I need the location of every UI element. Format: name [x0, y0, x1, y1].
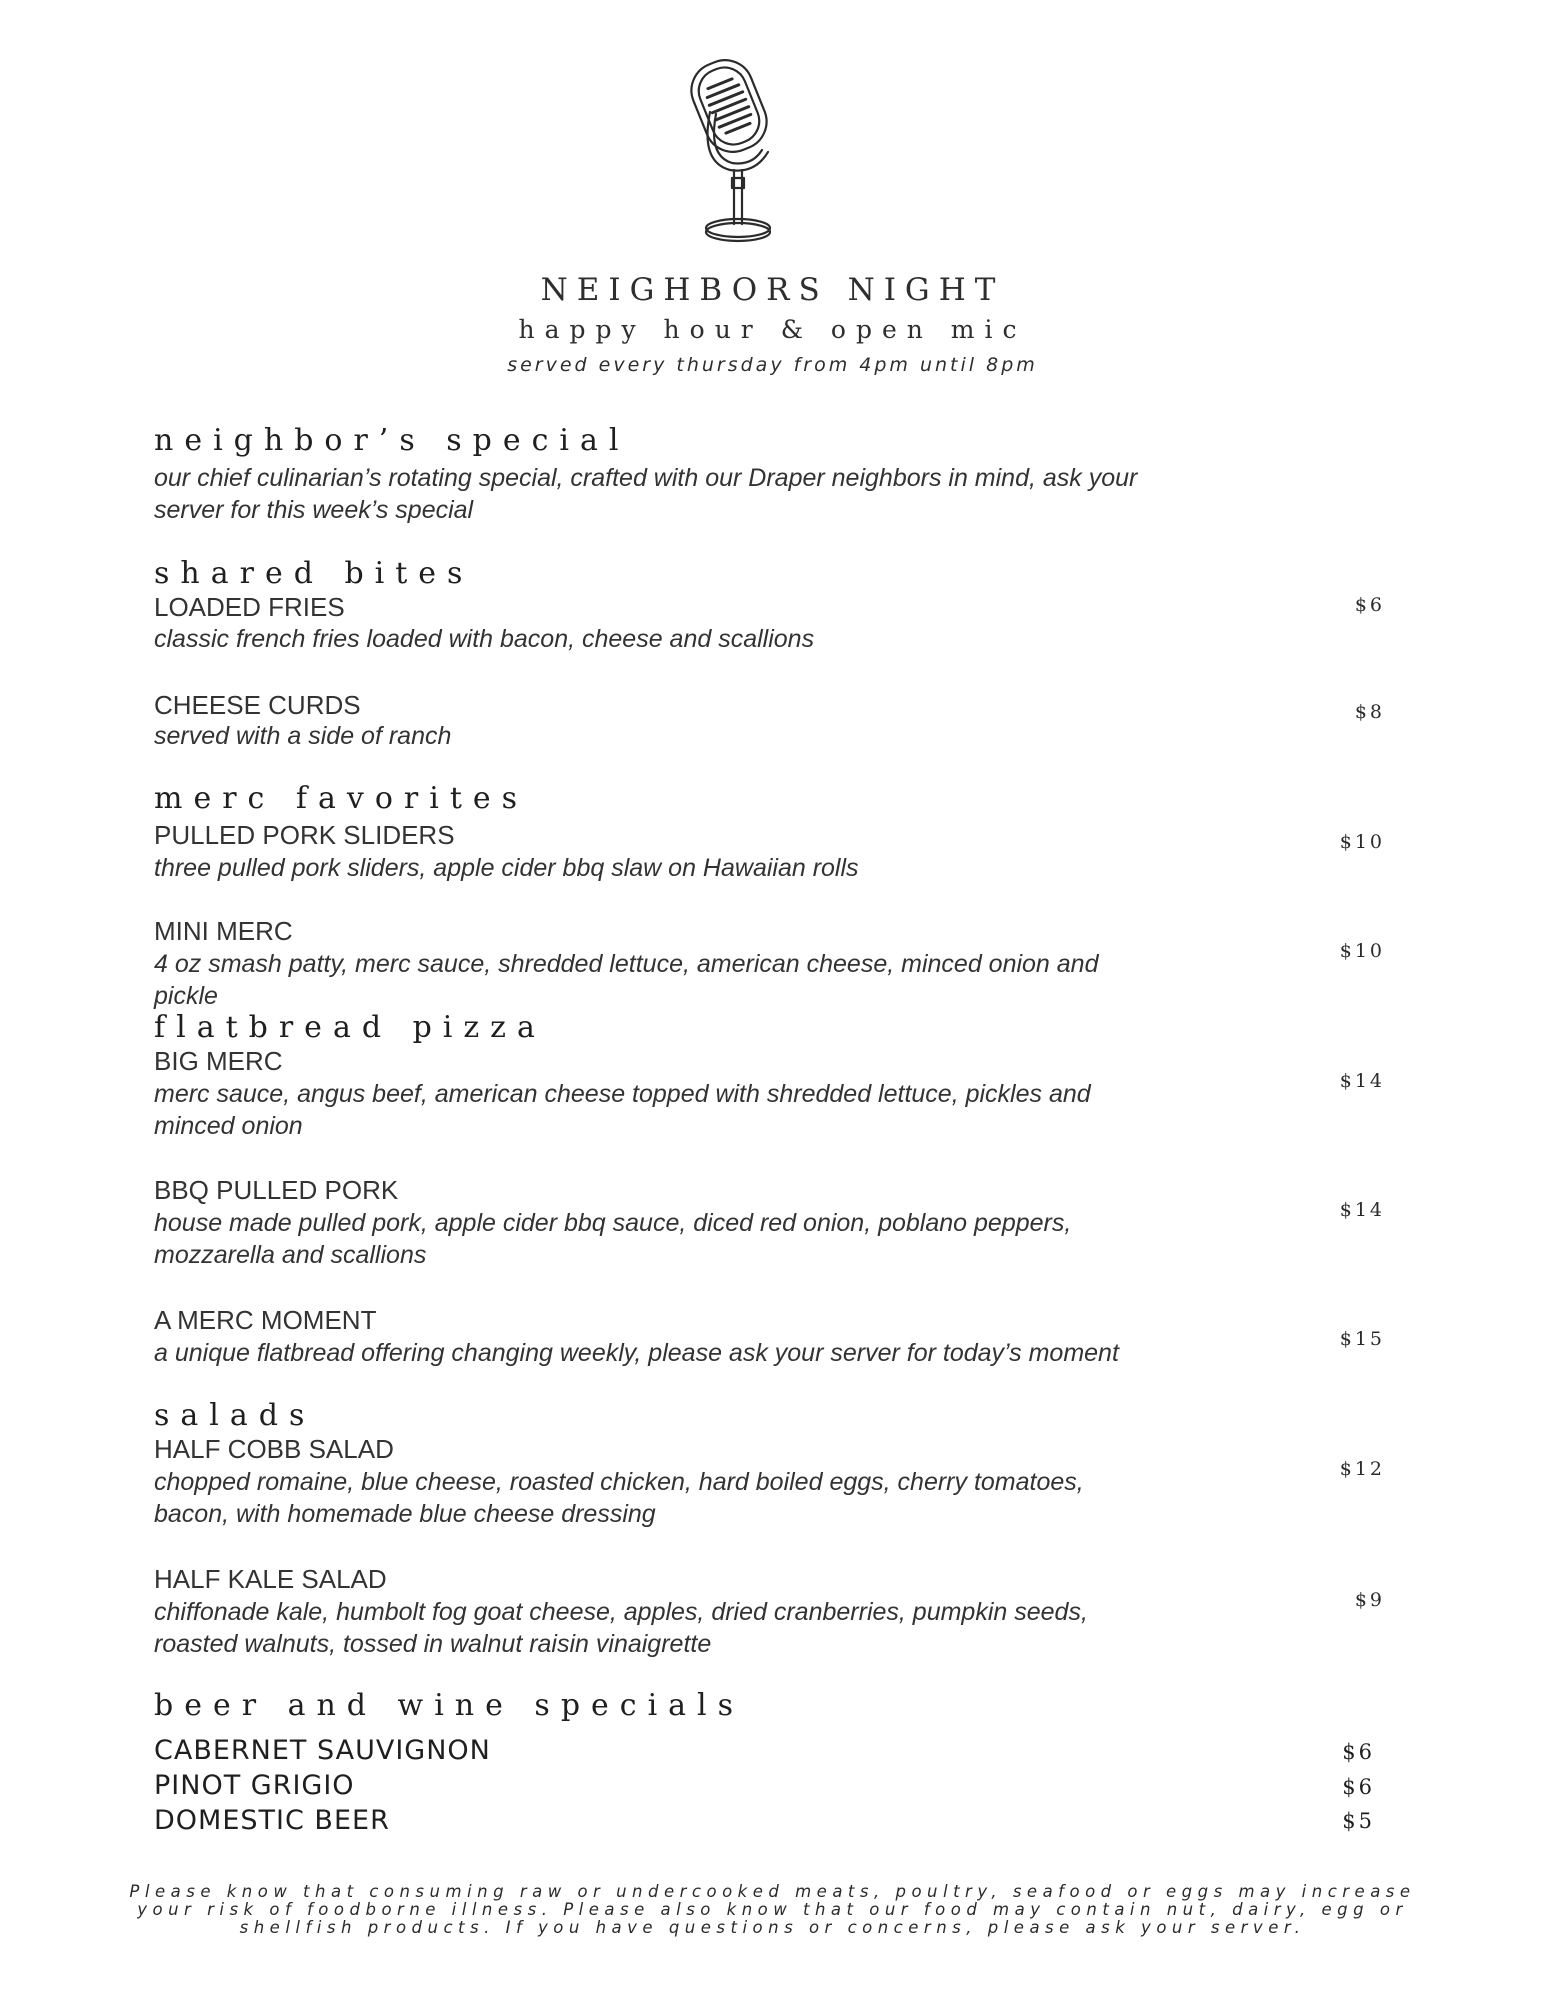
item-price: $12 — [1339, 1458, 1385, 1480]
item-price: $10 — [1339, 940, 1385, 962]
section-heading-shared-bites: shared bites — [154, 556, 474, 591]
item-description: a unique flatbread offering changing weekly, please ask your server for today’s moment — [154, 1339, 1119, 1367]
drink-price: $6 — [1342, 1775, 1375, 1799]
item-description: our chief culinarian’s rotating special, crafted with our Draper neighbors in mind, ask your server for this week’s special — [154, 464, 1138, 524]
microphone-icon — [690, 52, 800, 252]
item-name: HALF KALE SALAD — [154, 1564, 387, 1594]
section-heading-neighbors-special: neighbor’s special — [154, 423, 630, 458]
page-subtitle: happy hour & open mic — [518, 315, 1027, 344]
item-name: BBQ PULLED PORK — [154, 1175, 399, 1205]
item-name: A MERC MOMENT — [154, 1305, 377, 1335]
item-price: $6 — [1354, 594, 1385, 616]
item-description: house made pulled pork, apple cider bbq sauce, diced red onion, poblano peppers, mozzarella and scallions — [154, 1209, 1072, 1269]
item-description: 4 oz smash patty, merc sauce, shredded lettuce, american cheese, minced onion and pickle — [154, 950, 1099, 1010]
item-name: HALF COBB SALAD — [154, 1434, 394, 1464]
item-description: merc sauce, angus beef, american cheese topped with shredded lettuce, pickles and minced onion — [154, 1080, 1091, 1140]
item-name: LOADED FRIES — [154, 592, 345, 622]
item-price: $14 — [1339, 1070, 1385, 1092]
item-price: $14 — [1339, 1199, 1385, 1221]
item-description: classic french fries loaded with bacon, cheese and scallions — [154, 625, 815, 653]
page-tagline: served every thursday from 4pm until 8pm — [507, 354, 1038, 376]
drink-price: $6 — [1342, 1740, 1375, 1764]
drink-name: CABERNET SAUVIGNON — [154, 1735, 491, 1766]
item-price: $15 — [1339, 1328, 1385, 1350]
item-name: MINI MERC — [154, 916, 293, 946]
drink-price: $5 — [1342, 1809, 1375, 1833]
page-title: NEIGHBORS NIGHT — [540, 272, 1005, 308]
item-price: $9 — [1354, 1589, 1385, 1611]
item-description: three pulled pork sliders, apple cider bbq slaw on Hawaiian rolls — [154, 854, 859, 882]
drink-name: PINOT GRIGIO — [154, 1770, 355, 1801]
section-heading-merc-favorites: merc favorites — [154, 781, 529, 816]
allergy-disclaimer: Please know that consuming raw or undercooked meats, poultry, seafood or eggs may increase your risk of foodborne illness. Please also know that our food may contain nut, dairy, egg or shellfish products. If you have questions or concerns, please ask your server. — [129, 1882, 1416, 1937]
item-price: $10 — [1339, 831, 1385, 853]
section-heading-salads: salads — [154, 1398, 316, 1433]
item-description: chiffonade kale, humbolt fog goat cheese, apples, dried cranberries, pumpkin seeds, roasted walnuts, tossed in walnut raisin vinaigrette — [154, 1598, 1088, 1658]
item-description: served with a side of ranch — [154, 722, 452, 750]
item-name: BIG MERC — [154, 1046, 283, 1076]
item-name: CHEESE CURDS — [154, 690, 361, 720]
item-price: $8 — [1354, 701, 1385, 723]
item-name: PULLED PORK SLIDERS — [154, 820, 455, 850]
section-heading-beer-and-wine: beer and wine specials — [154, 1688, 745, 1723]
drink-name: DOMESTIC BEER — [154, 1805, 390, 1836]
section-heading-flatbread-pizza: flatbread pizza — [154, 1010, 546, 1045]
item-description: chopped romaine, blue cheese, roasted chicken, hard boiled eggs, cherry tomatoes, bacon, with homemade blue cheese dressing — [154, 1468, 1084, 1528]
